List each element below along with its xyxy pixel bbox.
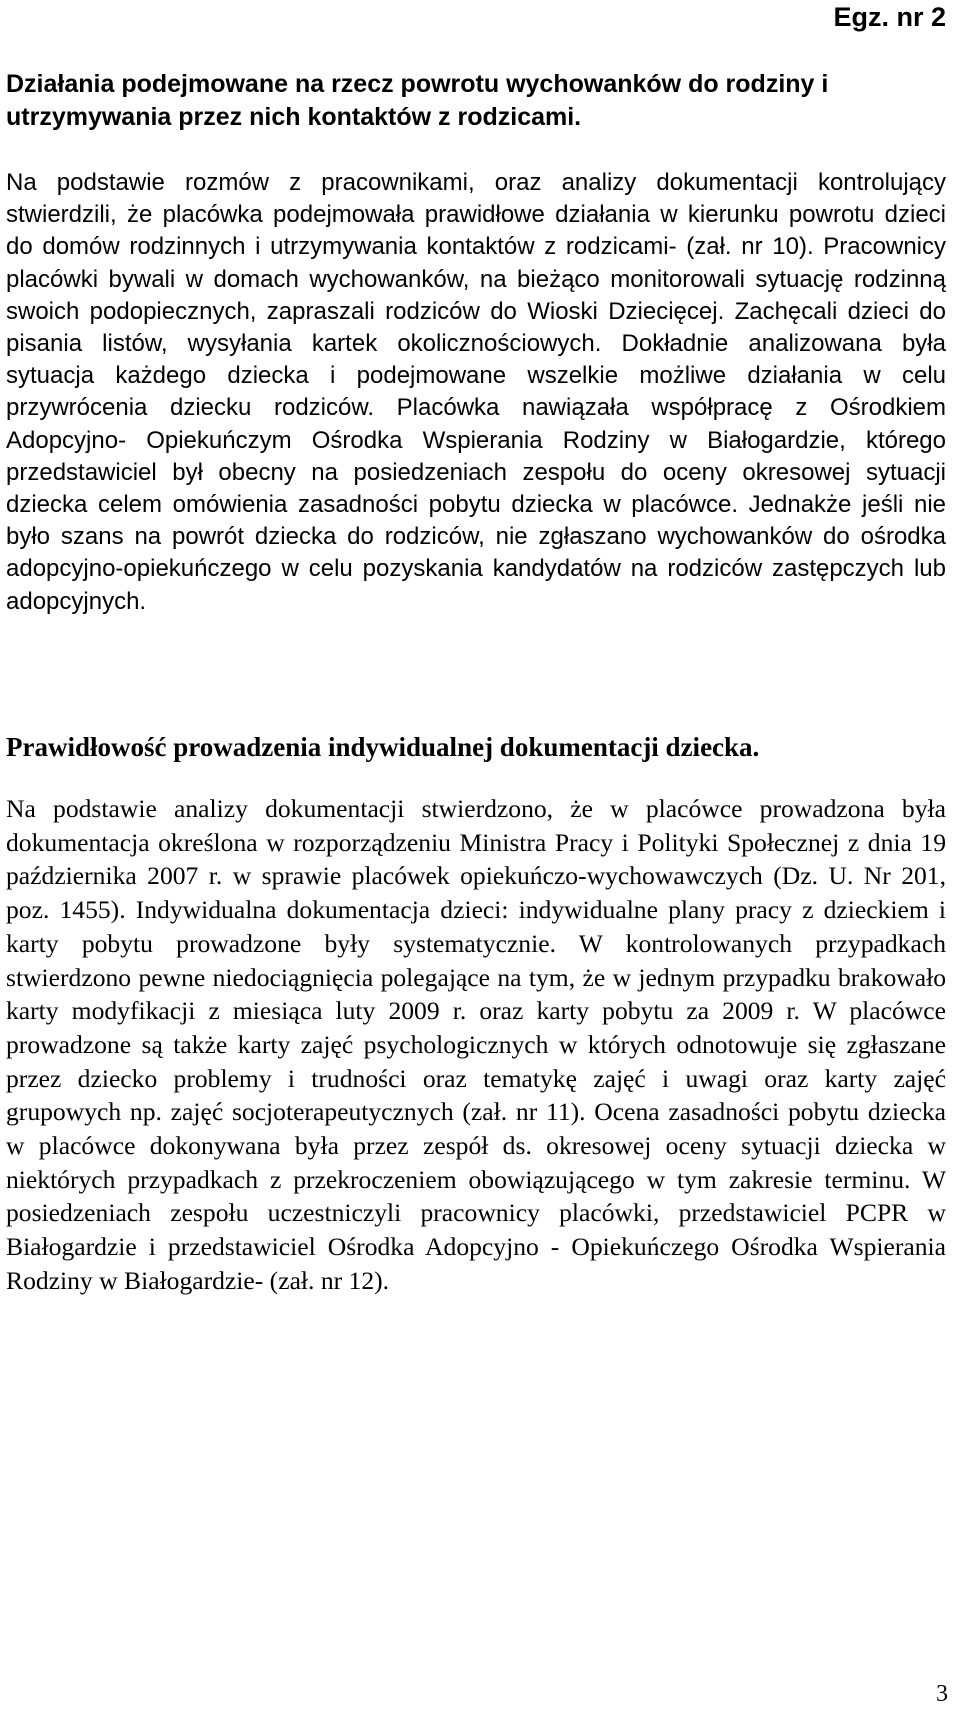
page-number: 3 (936, 1681, 948, 1707)
copy-number-label: Egz. nr 2 (833, 2, 946, 32)
section-paragraph-family-contacts: Na podstawie rozmów z pracownikami, oraz analizy dokumentacji kontrolujący stwierdzili, że placówka podejmowała prawidłowe działania w kierunku powrotu dzieci do domów rodzinnych i utrzymywania kontaktów z rodzicami- (zał. nr 10). Pracownicy placówki bywali w domach wychowanków, na bieżąco monitorowali sytuację rodzinną swoich podopiecznych, zapraszali rodziców do Wioski Dziecięcej. Zachęcali dzieci do pisania listów, wysyłania kartek okolicznościowych. Dokładnie analizowana była sytuacja każdego dziecka i podejmowane wszelkie możliwe działania w celu przywrócenia dziecku rodziców. Placówka nawiązała współpracę z Ośrodkiem Adopcyjno- Opiekuńczym Ośrodka Wspierania Rodziny w Białogardzie, którego przedstawiciel był obecny na posiedzeniach zespołu do oceny okresowej sytuacji dziecka celem omówienia zasadności pobytu dziecka w placówce. Jednakże jeśli nie było szans na powrót dziecka do rodziców, nie zgłaszano wychowanków do ośrodka adopcyjno-opiekuńczego w celu pozyskania kandydatów na rodziców zastępczych lub adopcyjnych. (6, 169, 946, 615)
section-heading-child-documentation: Prawidłowość prowadzenia indywidualnej dokumentacji dziecka. (6, 732, 760, 762)
section-paragraph-child-documentation: Na podstawie analizy dokumentacji stwierdzono, że w placówce prowadzona była dokumentacja określona w rozporządzeniu Ministra Pracy i Polityki Społecznej z dnia 19 października 2007 r. w sprawie placówek opiekuńczo-wychowawczych (Dz. U. Nr 201, poz. 1455). Indywidualna dokumentacja dzieci: indywidualne plany pracy z dzieckiem i karty pobytu prowadzone były systematycznie. W kontrolowanych przypadkach stwierdzono pewne niedociągnięcia polegające na tym, że w jednym przypadku brakowało karty modyfikacji z miesiąca luty 2009 r. oraz karty pobytu za 2009 r. W placówce prowadzone są także karty zajęć psychologicznych w których odnotowuje się zgłaszane przez dziecko problemy i trudności oraz tematykę zajęć i uwagi oraz karty zajęć grupowych np. zajęć socjoterapeutycznych (zał. nr 11). Ocena zasadności pobytu dziecka w placówce dokonywana była przez zespół ds. okresowej oceny sytuacji dziecka w niektórych przypadkach z przekroczeniem obowiązującego w tym zakresie terminu. W posiedzeniach zespołu uczestniczyli pracownicy placówki, przedstawiciel PCPR w Białogardzie i przedstawiciel Ośrodka Adopcyjno - Opiekuńczego Ośrodka Wspierania Rodziny w Białogardzie- (zał. nr 12). (6, 794, 946, 1295)
section-heading-family-contacts: Działania podejmowane na rzecz powrotu wychowanków do rodziny i utrzymywania przez nich kontaktów z rodzicami. (6, 70, 829, 131)
